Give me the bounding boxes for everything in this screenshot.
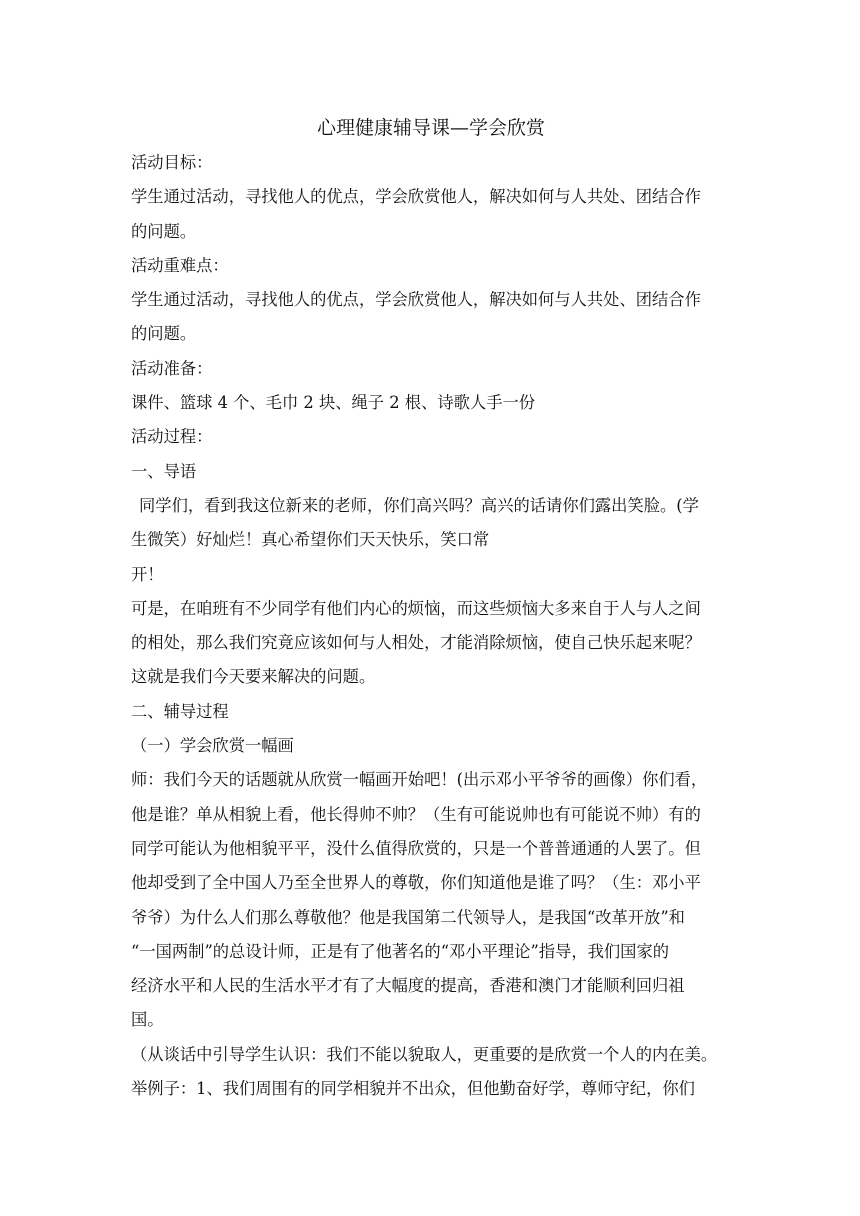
document-title: 心理健康辅导课—学会欣赏 xyxy=(316,117,545,139)
section-heading: 活动重难点： xyxy=(131,255,229,275)
document-page xyxy=(131,112,731,1106)
body-line: 的问题。 xyxy=(131,221,197,241)
body-line: “一国两制”的总设计师，正是有了他著名的“邓小平理论”指导，我们国家的 xyxy=(131,941,670,961)
body-line: 可是，在咱班有不少同学有他们内心的烦恼，而这些烦恼大多来自于人与人之间 xyxy=(131,598,701,618)
body-line: 他是谁？单从相貌上看，他长得帅不帅？（生有可能说帅也有可能说不帅）有的 xyxy=(131,804,701,824)
body-line: （从谈话中引导学生认识：我们不能以貌取人，更重要的是欣赏一个人的内在美。 xyxy=(131,1044,718,1064)
body-line: 同学们，看到我这位新来的老师，你们高兴吗？高兴的话请你们露出笑脸。(学 xyxy=(139,495,699,515)
document-body xyxy=(131,146,731,1106)
body-line: 师：我们今天的话题就从欣赏一幅画开始吧！(出示邓小平爷爷的画像）你们看， xyxy=(131,770,708,790)
subsection-heading: （一）学会欣赏一幅画 xyxy=(131,736,294,756)
body-line: 的相处，那么我们究竟应该如何与人相处，才能消除烦恼，使自己快乐起来呢？ xyxy=(131,633,701,653)
body-line: 举例子：1、我们周围有的同学相貌并不出众，但他勤奋好学，尊师守纪，你们 xyxy=(131,1079,695,1099)
body-line: 开！ xyxy=(131,564,164,584)
body-line: 国。 xyxy=(131,1010,164,1030)
section-heading: 活动过程： xyxy=(131,427,213,447)
body-line: 同学可能认为他相貌平平，没什么值得欣赏的，只是一个普普通通的人罢了。但 xyxy=(131,838,701,858)
body-line: 爷爷）为什么人们那么尊敬他？他是我国第二代领导人，是我国“改革开放”和 xyxy=(131,907,685,927)
section-heading: 活动目标： xyxy=(131,153,213,172)
body-line: 学生通过活动，寻找他人的优点，学会欣赏他人，解决如何与人共处、团结合作 xyxy=(131,290,701,310)
section-heading: 一、导语 xyxy=(131,461,197,481)
body-line: 经济水平和人民的生活水平才有了大幅度的提高，香港和澳门才能顺利回归祖 xyxy=(131,976,685,996)
body-line: 这就是我们今天要来解决的问题。 xyxy=(131,667,376,687)
body-line: 的问题。 xyxy=(131,324,197,344)
body-line: 学生通过活动，寻找他人的优点，学会欣赏他人，解决如何与人共处、团结合作 xyxy=(131,187,701,207)
body-line: 生微笑）好灿烂！真心希望你们天天快乐，笑口常 xyxy=(131,530,490,550)
section-heading: 活动准备： xyxy=(131,358,213,378)
body-line: 他却受到了全中国人乃至全世界人的尊敬，你们知道他是谁了吗？（生：邓小平 xyxy=(131,873,701,893)
section-heading: 二、辅导过程 xyxy=(131,701,229,721)
body-line: 课件、篮球 4 个、毛巾 2 块、绳子 2 根、诗歌人手一份 xyxy=(131,393,536,413)
